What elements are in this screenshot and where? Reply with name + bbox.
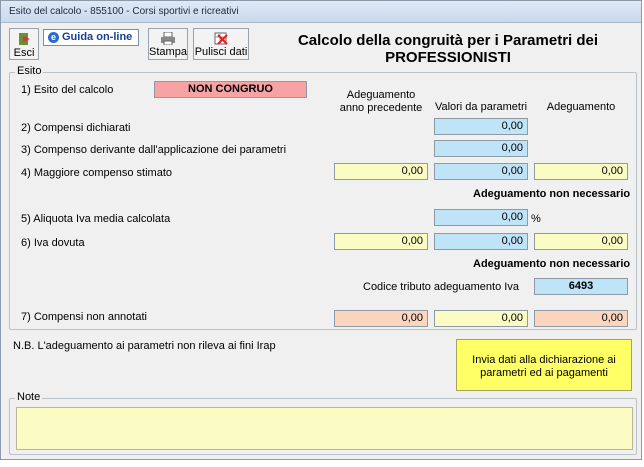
window-title: Esito del calcolo - 855100 - Corsi sportivi e ricreativi [1,1,641,23]
page-title [263,32,633,66]
row6-previous-field[interactable]: 0,00 [334,233,428,250]
clear-label: Pulisci dati [194,46,248,58]
exit-icon [17,32,31,46]
clear-data-button[interactable] [193,28,249,60]
clear-sheet-icon [214,32,228,45]
internet-explorer-icon: e [48,32,59,43]
row5-label: 5) Aliquota Iva media calcolata [21,213,171,225]
percent-unit: % [531,213,541,225]
send-data-button[interactable] [456,339,632,391]
exit-button[interactable] [9,28,39,60]
result-field: NON CONGRUO [154,81,307,98]
row4-params-field: 0,00 [434,163,528,180]
exit-label: Esci [13,47,35,59]
printer-icon [161,32,175,45]
col-header-previous [331,89,431,115]
col-header-previous-line2: anno precedente [339,102,423,114]
notes-group-label: Note [17,391,41,403]
print-label: Stampa [149,46,187,58]
row4-adjustment-field[interactable]: 0,00 [534,163,628,180]
send-data-label-line1: Invia dati alla dichiarazione ai [472,354,616,366]
row7-label: 7) Compensi non annotati [21,311,147,323]
page-title-line2: PROFESSIONISTI [385,49,511,66]
row3-params-field: 0,00 [434,140,528,157]
tribute-code-label: Codice tributo adeguamento Iva [363,281,519,293]
note-adjustment-not-needed-1: Adeguamento non necessario [473,188,631,200]
row5-params-field: 0,00 [434,209,528,226]
print-button[interactable] [148,28,188,60]
help-online-button[interactable] [43,29,139,46]
esito-group-label: Esito [17,65,42,77]
row7-params-field[interactable]: 0,00 [434,310,528,327]
row1-label: 1) Esito del calcolo [21,84,114,96]
row7-adjustment-field[interactable]: 0,00 [534,310,628,327]
row2-label: 2) Compensi dichiarati [21,122,131,134]
col-header-params: Valori da parametri [434,101,528,113]
row6-label: 6) Iva dovuta [21,237,85,249]
notes-textarea[interactable] [16,407,633,450]
row4-previous-field[interactable]: 0,00 [334,163,428,180]
send-data-label-line2: parametri ed ai pagamenti [480,367,608,379]
row7-previous-field[interactable]: 0,00 [334,310,428,327]
col-header-previous-line1: Adeguamento [346,89,416,101]
row6-params-field: 0,00 [434,233,528,250]
col-header-adjustment: Adeguamento [546,101,616,113]
row4-label: 4) Maggiore compenso stimato [21,167,173,179]
tribute-code-field: 6493 [534,278,628,295]
page-title-line1: Calcolo della congruità per i Parametri dei [297,32,599,49]
help-label: Guida on-line [62,31,133,43]
row6-adjustment-field[interactable]: 0,00 [534,233,628,250]
row3-label: 3) Compenso derivante dall'applicazione dei parametri [21,144,287,156]
note-adjustment-not-needed-2: Adeguamento non necessario [473,258,631,270]
irap-footnote: N.B. L'adeguamento ai parametri non rileva ai fini Irap [13,340,276,352]
row2-params-field: 0,00 [434,118,528,135]
